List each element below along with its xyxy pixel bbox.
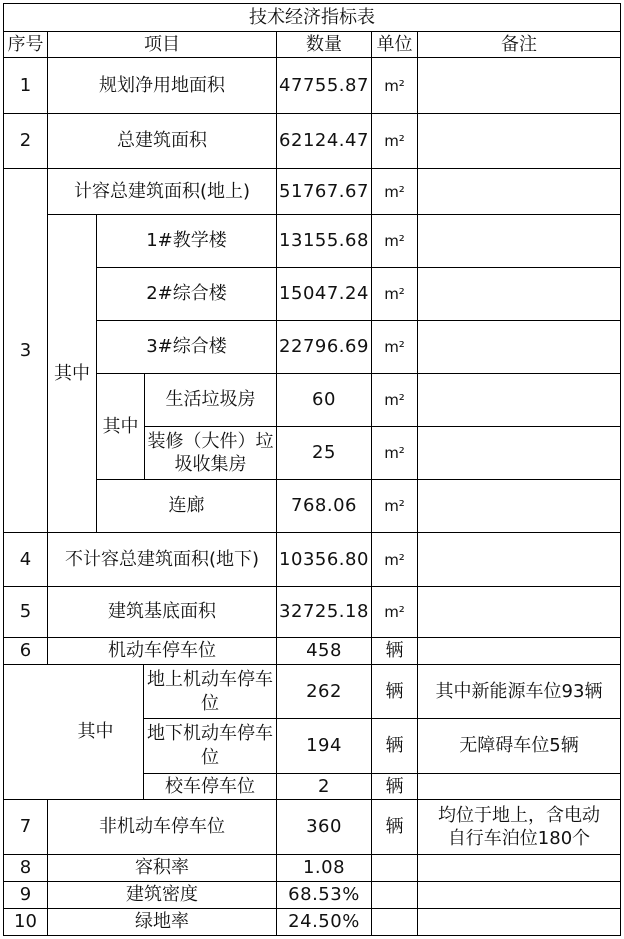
parking-among-label: 其中	[48, 665, 144, 800]
row-4-unit: m²	[372, 533, 418, 587]
sub-unit-garbage-room: m²	[372, 374, 418, 427]
row-6-item: 机动车停车位	[48, 638, 277, 665]
sub-unit-underground-parking: 辆	[372, 719, 418, 774]
row-1-unit: m²	[372, 58, 418, 114]
row-3-quantity: 51767.67	[277, 169, 372, 215]
sub-remark-underground-parking: 无障碍车位5辆	[418, 719, 621, 774]
sub-item-underground-parking: 地下机动车停车位	[144, 719, 277, 774]
header-index: 序号	[3, 32, 48, 58]
row-9-index: 9	[3, 882, 48, 909]
row-2-index: 2	[3, 114, 48, 169]
sub-remark-bulky-waste-room	[418, 427, 621, 480]
row-10-remark	[418, 909, 621, 936]
row-9-remark	[418, 882, 621, 909]
row-8-quantity: 1.08	[277, 855, 372, 882]
header-quantity: 数量	[277, 32, 372, 58]
parking-among-index	[3, 665, 48, 800]
row-2-quantity: 62124.47	[277, 114, 372, 169]
sub-remark-building-3	[418, 321, 621, 374]
row-5-item: 建筑基底面积	[48, 587, 277, 638]
row-6-quantity: 458	[277, 638, 372, 665]
row-9-unit	[372, 882, 418, 909]
row-3-remark	[418, 169, 621, 215]
row-5-quantity: 32725.18	[277, 587, 372, 638]
sub-item-building-3: 3#综合楼	[97, 321, 277, 374]
sub-unit-corridor: m²	[372, 480, 418, 533]
sub-remark-surface-parking: 其中新能源车位93辆	[418, 665, 621, 719]
row-3-unit: m²	[372, 169, 418, 215]
inner-among-label: 其中	[97, 374, 145, 480]
sub-unit-school-bus-parking: 辆	[372, 774, 418, 800]
row-1-quantity: 47755.87	[277, 58, 372, 114]
row-7-item: 非机动车停车位	[48, 800, 277, 855]
row-10-unit	[372, 909, 418, 936]
sub-quantity-garbage-room: 60	[277, 374, 372, 427]
row-10-quantity: 24.50%	[277, 909, 372, 936]
row-6-remark	[418, 638, 621, 665]
header-item: 项目	[48, 32, 277, 58]
row-7-remark: 均位于地上，含电动自行车泊位180个	[418, 800, 621, 855]
sub-quantity-bulky-waste-room: 25	[277, 427, 372, 480]
row-10-item: 绿地率	[48, 909, 277, 936]
row-2-remark	[418, 114, 621, 169]
row-6-index: 6	[3, 638, 48, 665]
sub-quantity-school-bus-parking: 2	[277, 774, 372, 800]
row-1-item: 规划净用地面积	[48, 58, 277, 114]
sub-quantity-building-2: 15047.24	[277, 268, 372, 321]
sub-item-school-bus-parking: 校车停车位	[144, 774, 277, 800]
row-1-index: 1	[3, 58, 48, 114]
table-title: 技术经济指标表	[3, 3, 621, 32]
sub-unit-building-3: m²	[372, 321, 418, 374]
row-7-quantity: 360	[277, 800, 372, 855]
header-remark: 备注	[418, 32, 621, 58]
row-4-remark	[418, 533, 621, 587]
row-7-index: 7	[3, 800, 48, 855]
sub-unit-surface-parking: 辆	[372, 665, 418, 719]
sub-unit-building-1: m²	[372, 215, 418, 268]
sub-quantity-building-1: 13155.68	[277, 215, 372, 268]
sub-item-corridor: 连廊	[97, 480, 277, 533]
row-4-quantity: 10356.80	[277, 533, 372, 587]
sub-quantity-surface-parking: 262	[277, 665, 372, 719]
row-3-index: 3	[3, 169, 48, 533]
sub-quantity-corridor: 768.06	[277, 480, 372, 533]
sub-item-surface-parking: 地上机动车停车位	[144, 665, 277, 719]
economic-indicator-table	[3, 3, 621, 936]
row-8-unit	[372, 855, 418, 882]
header-unit: 单位	[372, 32, 418, 58]
sub-remark-corridor	[418, 480, 621, 533]
row-8-item: 容积率	[48, 855, 277, 882]
sub-quantity-building-3: 22796.69	[277, 321, 372, 374]
row-8-remark	[418, 855, 621, 882]
row-7-unit: 辆	[372, 800, 418, 855]
row-5-unit: m²	[372, 587, 418, 638]
sub-remark-building-1	[418, 215, 621, 268]
row-4-item: 不计容总建筑面积(地下)	[48, 533, 277, 587]
row-5-remark	[418, 587, 621, 638]
row-6-unit: 辆	[372, 638, 418, 665]
row-3-item: 计容总建筑面积(地上)	[48, 169, 277, 215]
sub-item-garbage-room: 生活垃圾房	[145, 374, 277, 427]
sub-item-building-2: 2#综合楼	[97, 268, 277, 321]
row-9-item: 建筑密度	[48, 882, 277, 909]
row-1-remark	[418, 58, 621, 114]
sub-remark-garbage-room	[418, 374, 621, 427]
row-9-quantity: 68.53%	[277, 882, 372, 909]
sub-item-bulky-waste-room: 装修（大件）垃圾收集房	[145, 427, 277, 480]
sub-unit-building-2: m²	[372, 268, 418, 321]
row-8-index: 8	[3, 855, 48, 882]
sub-item-building-1: 1#教学楼	[97, 215, 277, 268]
among-label: 其中	[48, 215, 97, 533]
sub-quantity-underground-parking: 194	[277, 719, 372, 774]
sub-remark-building-2	[418, 268, 621, 321]
sub-unit-bulky-waste-room: m²	[372, 427, 418, 480]
sub-remark-school-bus-parking	[418, 774, 621, 800]
row-2-unit: m²	[372, 114, 418, 169]
row-2-item: 总建筑面积	[48, 114, 277, 169]
row-5-index: 5	[3, 587, 48, 638]
row-10-index: 10	[3, 909, 48, 936]
row-4-index: 4	[3, 533, 48, 587]
